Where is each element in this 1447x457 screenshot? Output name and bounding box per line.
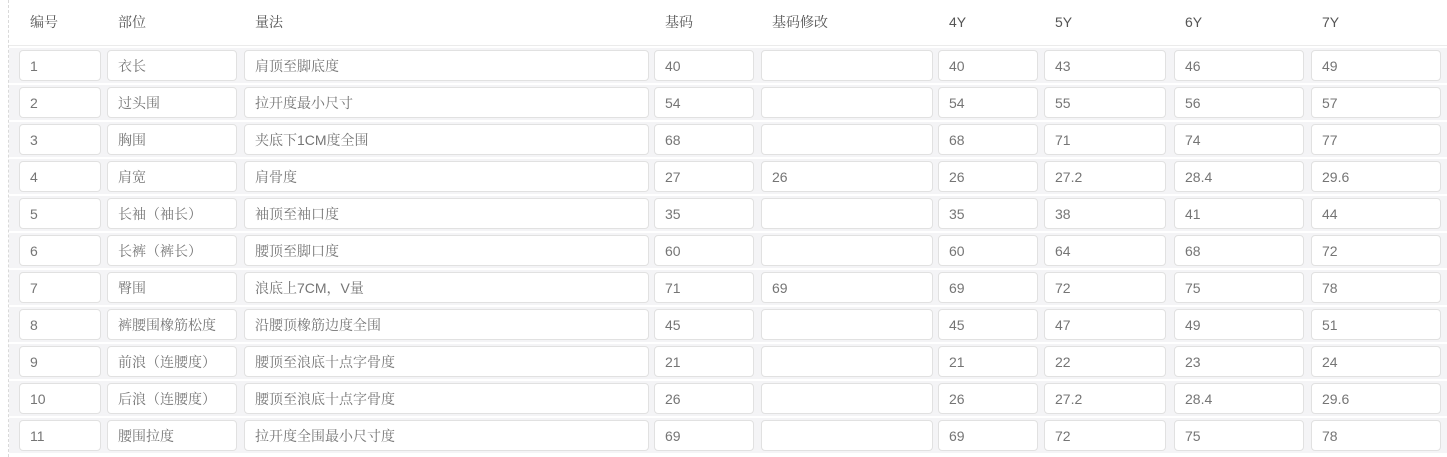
table-header-row (9, 0, 1447, 46)
cell-input-base_mod[interactable] (761, 346, 933, 377)
table-row (9, 122, 1447, 157)
cell-input-num[interactable] (19, 87, 101, 118)
table-row (9, 159, 1447, 194)
cell-input-y7[interactable] (1311, 235, 1441, 266)
cell-input-base_mod[interactable] (761, 87, 933, 118)
column-header-method: 量法 (255, 14, 283, 30)
cell-input-base_mod[interactable] (761, 272, 933, 303)
cell-input-num[interactable] (19, 161, 101, 192)
table-row (9, 418, 1447, 453)
cell-input-num[interactable] (19, 198, 101, 229)
table-row (9, 196, 1447, 231)
cell-input-part[interactable] (107, 383, 237, 414)
cell-input-base[interactable] (654, 272, 754, 303)
cell-input-part[interactable] (107, 50, 237, 81)
cell-input-y5[interactable] (1044, 87, 1166, 118)
cell-input-base_mod[interactable] (761, 383, 933, 414)
cell-input-y7[interactable] (1311, 309, 1441, 340)
cell-input-y4[interactable] (938, 50, 1038, 81)
cell-input-num[interactable] (19, 346, 101, 377)
cell-input-method[interactable] (244, 50, 649, 81)
cell-input-base[interactable] (654, 87, 754, 118)
cell-input-base[interactable] (654, 420, 754, 451)
table-row (9, 48, 1447, 83)
cell-input-base_mod[interactable] (761, 124, 933, 155)
cell-input-num[interactable] (19, 420, 101, 451)
cell-input-y4[interactable] (938, 420, 1038, 451)
cell-input-base_mod[interactable] (761, 420, 933, 451)
cell-input-y6[interactable] (1174, 420, 1304, 451)
cell-input-base_mod[interactable] (761, 50, 933, 81)
cell-input-method[interactable] (244, 420, 649, 451)
column-header-7y: 7Y (1322, 14, 1340, 30)
cell-input-y7[interactable] (1311, 420, 1441, 451)
cell-input-base[interactable] (654, 50, 754, 81)
cell-input-y5[interactable] (1044, 235, 1166, 266)
cell-input-base_mod[interactable] (761, 161, 933, 192)
cell-input-num[interactable] (19, 309, 101, 340)
cell-input-method[interactable] (244, 235, 649, 266)
cell-input-y6[interactable] (1174, 383, 1304, 414)
cell-input-part[interactable] (107, 420, 237, 451)
cell-input-part[interactable] (107, 235, 237, 266)
cell-input-base_mod[interactable] (761, 235, 933, 266)
cell-input-y4[interactable] (938, 272, 1038, 303)
cell-input-base[interactable] (654, 383, 754, 414)
size-spec-table (8, 0, 1447, 457)
cell-input-y7[interactable] (1311, 50, 1441, 81)
cell-input-y6[interactable] (1174, 161, 1304, 192)
cell-input-y5[interactable] (1044, 272, 1166, 303)
cell-input-y6[interactable] (1174, 87, 1304, 118)
cell-input-num[interactable] (19, 124, 101, 155)
cell-input-y5[interactable] (1044, 124, 1166, 155)
cell-input-y6[interactable] (1174, 124, 1304, 155)
cell-input-y7[interactable] (1311, 124, 1441, 155)
column-header-6y: 6Y (1185, 14, 1203, 30)
cell-input-part[interactable] (107, 87, 237, 118)
cell-input-part[interactable] (107, 346, 237, 377)
cell-input-part[interactable] (107, 198, 237, 229)
cell-input-num[interactable] (19, 383, 101, 414)
cell-input-y4[interactable] (938, 346, 1038, 377)
cell-input-y4[interactable] (938, 309, 1038, 340)
cell-input-method[interactable] (244, 87, 649, 118)
cell-input-method[interactable] (244, 383, 649, 414)
cell-input-method[interactable] (244, 161, 649, 192)
cell-input-base_mod[interactable] (761, 198, 933, 229)
cell-input-num[interactable] (19, 235, 101, 266)
table-row (9, 233, 1447, 268)
table-row (9, 270, 1447, 305)
cell-input-y6[interactable] (1174, 235, 1304, 266)
cell-input-y5[interactable] (1044, 420, 1166, 451)
cell-input-y7[interactable] (1311, 161, 1441, 192)
cell-input-method[interactable] (244, 346, 649, 377)
cell-input-y4[interactable] (938, 383, 1038, 414)
cell-input-y6[interactable] (1174, 198, 1304, 229)
cell-input-y7[interactable] (1311, 272, 1441, 303)
cell-input-y6[interactable] (1174, 346, 1304, 377)
column-header-number: 编号 (30, 14, 58, 30)
cell-input-y6[interactable] (1174, 272, 1304, 303)
cell-input-y5[interactable] (1044, 161, 1166, 192)
cell-input-method[interactable] (244, 272, 649, 303)
cell-input-y5[interactable] (1044, 50, 1166, 81)
cell-input-y7[interactable] (1311, 346, 1441, 377)
cell-input-base[interactable] (654, 124, 754, 155)
column-header-base-size: 基码 (665, 14, 693, 30)
table-row (9, 307, 1447, 342)
column-header-base-size-mod: 基码修改 (772, 14, 828, 30)
column-header-5y: 5Y (1055, 14, 1073, 30)
cell-input-method[interactable] (244, 198, 649, 229)
cell-input-y4[interactable] (938, 124, 1038, 155)
cell-input-y5[interactable] (1044, 309, 1166, 340)
table-body (9, 48, 1447, 453)
cell-input-y7[interactable] (1311, 198, 1441, 229)
cell-input-base[interactable] (654, 161, 754, 192)
cell-input-num[interactable] (19, 50, 101, 81)
cell-input-y4[interactable] (938, 87, 1038, 118)
cell-input-base[interactable] (654, 198, 754, 229)
cell-input-part[interactable] (107, 124, 237, 155)
table-row (9, 344, 1447, 379)
cell-input-method[interactable] (244, 124, 649, 155)
cell-input-y7[interactable] (1311, 87, 1441, 118)
cell-input-y5[interactable] (1044, 383, 1166, 414)
cell-input-y6[interactable] (1174, 50, 1304, 81)
column-header-part: 部位 (118, 14, 146, 30)
cell-input-num[interactable] (19, 272, 101, 303)
cell-input-part[interactable] (107, 272, 237, 303)
column-header-4y: 4Y (949, 14, 967, 30)
cell-input-base[interactable] (654, 346, 754, 377)
cell-input-y6[interactable] (1174, 309, 1304, 340)
cell-input-base[interactable] (654, 235, 754, 266)
cell-input-part[interactable] (107, 161, 237, 192)
cell-input-base_mod[interactable] (761, 309, 933, 340)
table-row (9, 381, 1447, 416)
cell-input-part[interactable] (107, 309, 237, 340)
cell-input-y4[interactable] (938, 235, 1038, 266)
cell-input-y4[interactable] (938, 198, 1038, 229)
table-row (9, 85, 1447, 120)
cell-input-method[interactable] (244, 309, 649, 340)
cell-input-y5[interactable] (1044, 198, 1166, 229)
cell-input-y7[interactable] (1311, 383, 1441, 414)
cell-input-y5[interactable] (1044, 346, 1166, 377)
cell-input-base[interactable] (654, 309, 754, 340)
cell-input-y4[interactable] (938, 161, 1038, 192)
